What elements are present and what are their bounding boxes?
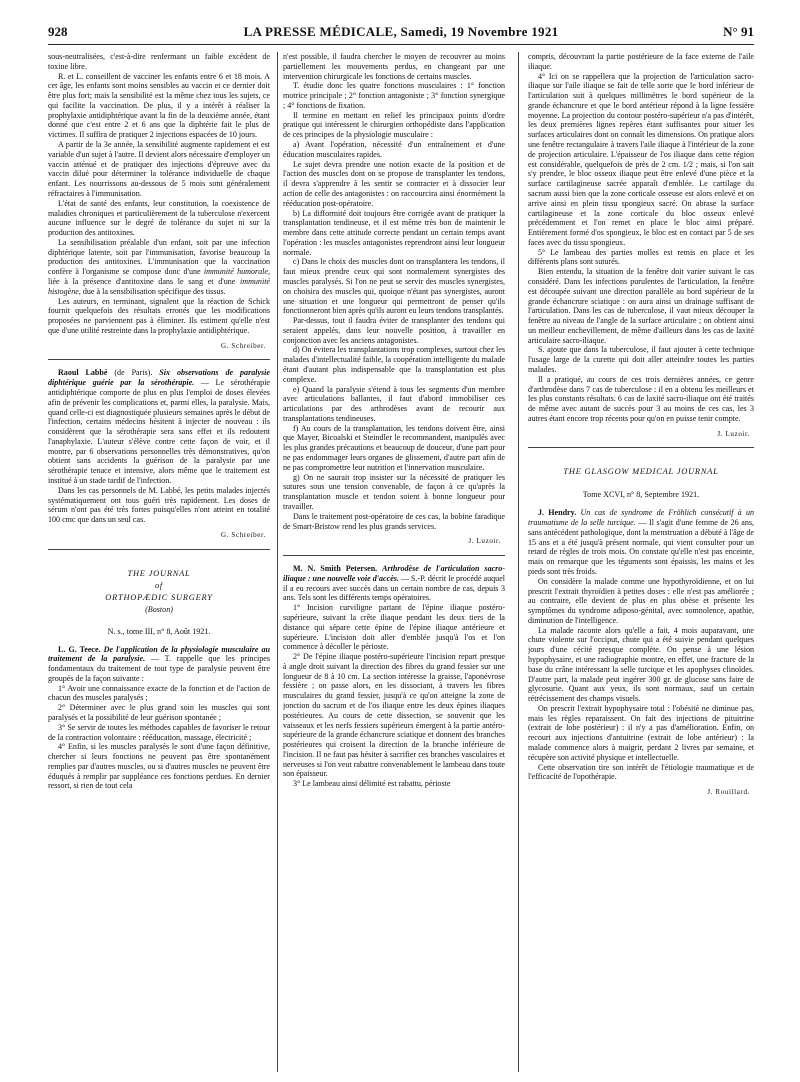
text-run: — T. rappelle que les principes fondamentaux du traitement de tout type de paralysie peuvent être groupés de la façon suivante :	[48, 654, 270, 683]
author-signature: J. Rouillard.	[707, 788, 750, 797]
paragraph: A partir de la 3e année, la sensibilité augmente rapidement et est variable d'un sujet à l'autre. Il devient alors nécessaire d'employer un vaccin atténué et de pratiquer des injections d'épreuve avec du vaccin dilué pour déterminer la tolérance individuelle de chaque enfant. Les nourrissons au-dessous de 5 mois sont généralement réfractaires à l'immunisation.	[48, 140, 270, 198]
author-signature: J. Luzoir.	[468, 537, 501, 546]
paragraph: T. étudie donc les quatre fonctions musculaires : 1° fonction motrice principale ; 2° fonction antagoniste ; 3° fonction synergique ; 4° fonctions de fixation.	[283, 81, 505, 110]
paragraph: n'est possible, il faudra chercher le moyen de recouvrer au moins partiellement les mouvements perdus, en changeant par une intervention chirurgicale les fonctions de certains muscles.	[283, 52, 505, 81]
page-number: 928	[48, 24, 68, 39]
list-item: 4° Ici on se rappellera que la projection de l'articulation sacro-iliaque sur l'aile iliaque se fait de telle sorte que le bord inférieur de l'articulation suit à quelques millimètres le bord supérieur de la grande échancrure et que le bord antérieur répond à la ligne fessière moyenne. La projection du contour postéro-supérieur n'a pas d'intérêt, les deux premières lignes repères étant suffisantes pour situer les surfaces articulaires dont on connaît les dimensions. On pratique alors une fenêtre rectangulaire à travers l'aile iliaque à l'intérieur de la zone de projection articulaire. L'épaisseur de l'os iliaque dans cette région est considérable, quelquefois de près de 2 cm. 1/2 ; mais, si l'on sait s'y prendre, le bloc osseux iliaque peut être enlevé d'une pièce et la surface cartilagineuse sacrée apparaît d'emblée. Le cartilage du sacrum aussi bien que la zone corticale osseuse est alors enlevé et on arrive ainsi en plein tissu spongieux sacré. On abrase la surface cartilagineuse et la zone corticale du bloc osseux enlevé précédemment et l'on remet en place le bloc ainsi préparé. Entièrement formé d'os spongieux, le bloc est en contact par 5 de ses faces avec du tissu spongieux.	[528, 71, 754, 247]
author-signature: J. Luzoir.	[717, 429, 750, 438]
divider	[283, 555, 505, 556]
text-run: , liée à la présence d'antitoxine dans le sang et d'une	[48, 267, 270, 286]
abstract-title: Un cas de syndrome de Fröhlich consécutif à un traumatisme de la selle turcique.	[528, 508, 754, 528]
paragraph: Le sujet devra prendre une notion exacte de la position et de l'action des muscles dont on se propose de transplanter les tendons, il devra s'apprendre à les sentir se contracter et à dissocier leur action de celle des antagonistes : on raccourcira ainsi énormément la rééducation post-opératoire.	[283, 159, 505, 208]
list-item: d) On évitera les transplantations trop complexes, surtout chez les malades d'intellectualité faible, la coopération intelligente du malade étant d'autant plus indispensable que la transplantation est plus complexe.	[283, 345, 505, 384]
paragraph: Dans le traitement post-opératoire de ces cas, la bobine faradique de Smart-Bristow rend les plus grands services.	[283, 511, 505, 531]
text-run: immunité humorale	[203, 267, 268, 277]
list-item: 1° Avoir une connaissance exacte de la fonction et de l'action de chacun des muscles paralysés ;	[48, 683, 270, 703]
abstract-author: M. N. Smith Petersen.	[293, 564, 378, 574]
abstract-title: De l'application de la physiologie musculaire au traitement de la paralysie.	[48, 644, 270, 664]
list-item: 2° De l'épine iliaque postéro-supérieure l'incision repart presque à angle droit suivant la direction des fibres du grand fessier sur une longueur de 8 à 10 cm. La section intéresse la graisse, l'aponévrose fessière ; on passe alors, en les dissociant, à travers les fibres musculaires du grand fessier, jusqu'à ce qu'on atteigne la zone de jonction du sacrum et de l'os iliaque entre les deux épines iliaques postérieures. Au cours de cette dissection, se souvenir que les vaisseaux et les nerfs fessiers supérieurs émergent à la partie antéro-supérieure de la grande échancrure sciatique et donnent des branches postérieures qui croisent la direction de la branche inférieure de l'incision. Il ne faut pas hésiter à sacrifier ces branches vasculaires et nerveuses si l'on veut rabattre convenablement le lambeau dans toute son épaisseur.	[283, 652, 505, 779]
issue-number: N° 91	[723, 24, 754, 39]
text-run: — S.-P. décrit le procédé auquel il a eu recours avec succès dans un certain nombre de cas, depuis 3 ans. Tels sont les différents temps opératoires.	[283, 573, 505, 603]
journal-heading: ORTHOPÆDIC SURGERY	[105, 592, 213, 602]
abstract-paragraph	[528, 508, 754, 576]
list-item: b) La difformité doit toujours être corrigée avant de pratiquer la transplantation tendineuse, et il est même très bon de maintenir le membre dans cette attitude correcte pendant un certain temps avant l'opération : les muscles antagonistes reprendront ainsi leur longueur normale.	[283, 208, 505, 257]
journal-masthead: LA PRESSE MÉDICALE, Samedi, 19 Novembre 1921	[243, 24, 559, 39]
paragraph: La malade raconte alors qu'elle a fait, 4 mois auparavant, une chute violente sur l'occiput, chute qui a été suivie pendant quelques jours d'une cécité presque complète. On pense à une lésion hypophysaire, et une radiographie montre, en effet, une fracture de la base du crâne intéressant la selle turcique et les apophyses clinoïdes. D'autre part, la malade peut ingérer 300 gr. de glucose sans faire de glycosurie. Quant aux yeux, ils sont normaux, sauf un certain rétrécissement des champs visuels.	[528, 625, 754, 704]
journal-issue: Tome XCVI, n° 8, Septembre 1921.	[582, 490, 700, 500]
paragraph: L'état de santé des enfants, leur constitution, la coexistence de maladies chroniques et particulièrement de la tuberculose n'exercent aucune influence sur le degré de tolérance du sujet ni sur la production des antitoxines.	[48, 198, 270, 238]
text-run: (de Paris).	[107, 368, 160, 378]
paragraph: compris, découvrant la partie postérieure de la face externe de l'aile iliaque.	[528, 52, 754, 71]
column-left	[48, 52, 270, 1072]
paragraph: Il a pratiqué, au cours de ces trois dernières années, ce genre d'arthrodèse dans 7 cas de tuberculose : il en a obtenu les meilleurs et les plus constants résultats. 6 cas de laxité sacro-iliaque ont été traités de même avec autant de succès pour 3 au moins de ces cas, les 3 autres étant encore trop récents pour qu'on en puisse tenir compte.	[528, 374, 754, 423]
text-run: — Le sérothérapie antidiphtérique comporte de plus en plus l'emploi de doses élevées afin de prévenir les complications et, parmi elles, la paralysie. Mais, quand celle-ci est diagnostiquée plusieurs semaines après le début de l'infection, certains médecins hésitent à injecter de nouveau : ils considèrent que la sérothérapie sera sans effet et ils redoutent l'anaphylaxie. L'auteur s'élève contre cette façon de voir, et il montre, par 6 observations personnelles très démonstratives, qu'on obtient sans accidents la guérison de la paralysie par une sérothérapie tenace et intensive, alors même que le traitement est institué à un stade tardif de l'infection.	[48, 378, 270, 486]
divider	[48, 549, 270, 550]
page-header	[48, 22, 754, 45]
paragraph: Les auteurs, en terminant, signalent que la réaction de Schick fournit quelquefois des résultats erronés que les modifications proposées ne parviennent pas à éliminer. Ils estiment qu'elle n'est que d'une utilité restreinte dans la prophylaxie antidiphtérique.	[48, 296, 270, 335]
list-item: 2° Déterminer avec le plus grand soin les muscles qui sont paralysés et la possibilité de leur guérison spontanée ;	[48, 703, 270, 722]
divider	[48, 359, 270, 360]
journal-location: (Boston)	[145, 604, 173, 614]
author-signature: G. Schreiber.	[220, 530, 266, 539]
list-item: 5° Le lambeau des parties molles est remis en place et les différents plans sont suturés.	[528, 247, 754, 267]
list-item: g) On ne saurait trop insister sur la nécessité de pratiquer les sutures sous une tension convenable, de façon à ce qu'après la transplantation muscle et tendon soient à bonne longueur pour travailler.	[283, 472, 505, 511]
list-item: 1° Incision curviligne partant de l'épine iliaque postéro-supérieure, suivant la crête iliaque pendant les deux tiers de la distance qui sépare cette épine de l'épine iliaque antérieure et supérieure. L'incision doit aller d'emblée jusqu'à l'os et l'on commence à décoller le périoste.	[283, 603, 505, 652]
paragraph: sous-neutralisées, c'est-à-dire renfermant un faible excédent de toxine libre.	[48, 52, 270, 71]
abstract-paragraph	[283, 564, 505, 603]
paragraph: Il termine en mettant en relief les principaux points d'ordre pratique qui intéressent le chirurgien orthopédiste dans l'application de ces principes de la physiologie musculaire :	[283, 110, 505, 140]
paragraph: R. et L. conseillent de vacciner les enfants entre 6 et 18 mois. A cet âge, les enfants sont moins sensibles au vaccin et ce dernier doit être plus fort; mais la sensibilité est la même chez tous les sujets, ce qui facilite la vaccination. De plus, il y a intérêt à réaliser la prophylaxie antidiphtérique avant la fin de la deuxième année, étant donné que c'est entre 2 et 6 ans que la diphtérie fait le plus de victimes. Il suffira de pratiquer 2 injections espacées de 10 jours.	[48, 71, 270, 140]
text-run: immunité histogène	[48, 276, 270, 296]
journal-issue: N. s., tome III, n° 8, Août 1921.	[107, 626, 211, 636]
paragraph: Cette observation tire son intérêt de l'étiologie traumatique et de l'efficacité de l'opothérapie.	[528, 762, 754, 782]
abstract-author: Raoul Labbé	[58, 368, 108, 378]
list-item: 3° Le lambeau ainsi délimité est rabattu, périoste	[293, 779, 451, 789]
divider	[528, 447, 754, 448]
text-run: , due à la sensibilisation spécifique des tissus.	[78, 286, 226, 296]
author-signature: G. Schreiber.	[220, 341, 266, 350]
list-item: e) Quand la paralysie s'étend à tous les segments d'un membre avec articulations ballantes, il faut d'abord immobiliser ces articulations par des arthrodèses avant de recourir aux transplantations tendineuses.	[283, 384, 505, 423]
paragraph: Bien entendu, la situation de la fenêtre doit varier suivant le cas considéré. Dans les infections purulentes de l'articulation, la fenêtre est découpée suivant une direction parallèle au bord supérieur de la grande échancrure sciatique : on aura ainsi un drainage suffisant de l'articulation. Dans les cas de tuberculose, il vaut mieux découper la fenêtre au niveau de l'angle de la surface articulaire ; on obtient ainsi un meilleur enchevillement, de même d'ailleurs dans les cas de laxité articulaire sacro-iliaque.	[528, 267, 754, 345]
text-run: La sensibilisation préalable d'un enfant, soit par une infection diphtérique latente, soit par l'immunisation, favorise beaucoup la production des antitoxines. L'immunisation que la vaccination confère à l'organisme se compose donc d'une	[48, 237, 270, 277]
list-item: c) Dans le choix des muscles dont on transplantera les tendons, il faut mieux prendre ceux qui sont normalement synergistes des muscles paralysés. Si l'on ne peut se servir des muscles synergistes, on choisira des muscles qui, quoique n'étant pas synergistes, auront une situation et une longueur qui permettront de penser qu'ils fonctionneront bien après qu'ils auront eu leurs tendons transplantés.	[283, 257, 505, 316]
list-item: a) Avant l'opération, nécessité d'un entraînement et d'une éducation musculaires rapides.	[283, 140, 505, 159]
column-right	[528, 52, 754, 1072]
paragraph	[48, 238, 270, 297]
journal-heading: THE JOURNAL	[127, 568, 191, 578]
column-middle	[283, 52, 505, 1072]
list-item: 3° Se servir de toutes les méthodes capables de favoriser le retour de la contraction volontaire : rééducation, massage, électricité ;	[48, 722, 270, 742]
paragraph: On prescrit l'extrait hypophysaire total : l'obésité ne diminue pas, mais les règles reparaissent. On fait des injections de pituitrine (extrait de lobe postérieur) : il n'y a pas d'amélioration. Enfin, on recourt aux injections d'antuitrine (extrait de lobe antérieur) : la malade commence alors à maigrir, perdant 2 livres par semaine, et récupère son activité physique et intellectuelle.	[528, 703, 754, 762]
abstract-title: Six observations de paralysie diphtérique guérie par la sérothérapie.	[48, 368, 270, 388]
journal-heading: of	[154, 580, 164, 590]
list-item: 4° Enfin, si les muscles paralysés le sont d'une façon définitive, chercher si leurs fonctions ne peuvent pas être spontanément remplies par d'autres muscles, ou si d'autres muscles ne peuvent être éduqués à remplir par suppléance ces fonctions perdues. En dernier ressort, si rien de tout cela	[48, 742, 270, 791]
abstract-paragraph	[48, 645, 270, 684]
column-divider	[518, 52, 519, 1072]
abstract-title: Arthrodèse de l'articulation sacro-iliaque : une nouvelle voie d'accès.	[283, 564, 505, 583]
paragraph: S. ajoute que dans la tuberculose, il faut ajouter à cette technique l'usage large de la curette qui doit aller atteindre toutes les parties malades.	[528, 345, 754, 374]
list-item: f) Au cours de la transplantation, les tendons doivent être, ainsi que Mayer, Bicoalski et Steindler le recommandent, manipulés avec les plus grandes précautions et beaucoup de douceur, d'une part pour ne pas endommager leurs organes de glissement, d'autre part afin de ne pas compromettre leur nutrition et l'innervation musculaire.	[283, 423, 505, 472]
paragraph: Par-dessus, tout il faudra éviter de transplanter des tendons qui seraient appelés, dans leur nouvelle position, à travailler en conjonction avec les anciens antagonistes.	[283, 316, 505, 345]
text-run: — Il s'agit d'une femme de 26 ans, sans antécédent pathologique, dont la menstruation a débuté à l'âge de 15 ans et a été jusqu'à présent normale, qui vient consulter pour un retard de règles de trois mois. On constate qu'elle n'est pas enceinte, mais on remarque que les téguments sont épaissis, les mains et les pieds sont très froids.	[528, 518, 754, 576]
abstract-author: J. Hendry.	[538, 508, 577, 518]
abstract-paragraph	[48, 368, 270, 485]
paragraph: On considère la malade comme une hypothyroïdienne, et on lui prescrit l'extrait thyroïdien à petites doses : elle n'est pas améliorée ; au contraire, elle devient de plus en plus obèse et présente les symptômes du syndrome adiposo-génital, avec somnolence, apathie, diminution de l'intelligence.	[528, 576, 754, 625]
abstract-author: L. G. Teece.	[58, 644, 101, 654]
journal-heading: THE GLASGOW MEDICAL JOURNAL	[563, 467, 719, 477]
paragraph: Dans les cas personnels de M. Labbé, les petits malades injectés systématiquement ont tous guéri très rapidement. Les doses de sérum n'ont pas été très fortes puisqu'elles n'ont atteint en totalité 100 cmc que dans un seul cas.	[48, 485, 270, 525]
column-divider	[277, 52, 278, 1072]
